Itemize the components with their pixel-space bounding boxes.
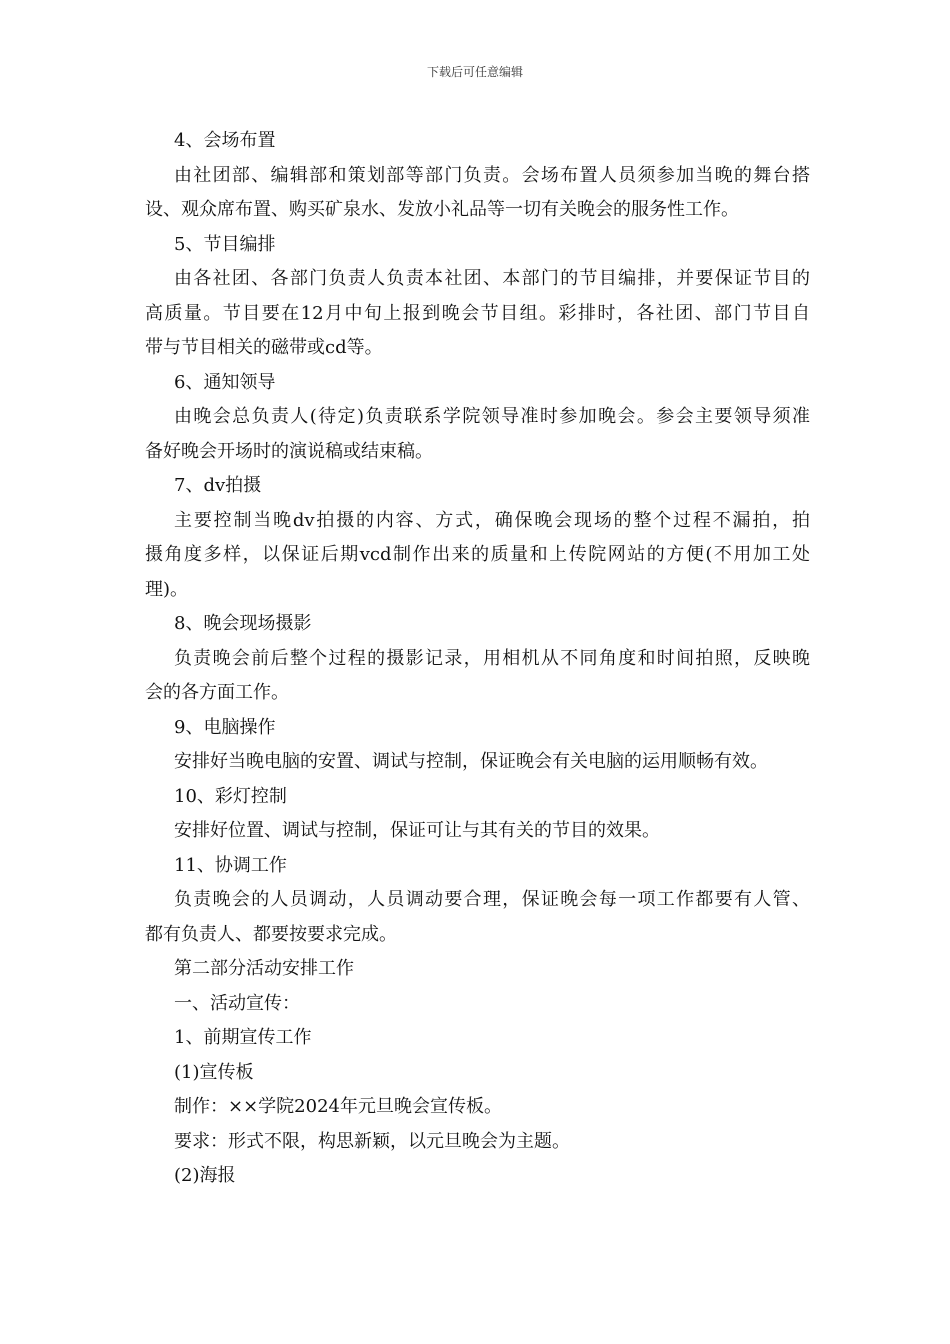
text-line: 第二部分活动安排工作 <box>174 958 354 979</box>
text-line: 9、电脑操作 <box>174 716 276 738</box>
text-line: 负责晚会前后整个过程的摄影记录，用相机从不同角度和时间拍照，反映晚 <box>174 647 810 669</box>
text-line: 安排好当晚电脑的安置、调试与控制，保证晚会有关电脑的运用顺畅有效。 <box>174 751 768 772</box>
text-line: 都有负责人、都要按要求完成。 <box>145 923 397 945</box>
text-line: 由各社团、各部门负责人负责本社团、本部门的节目编排，并要保证节目的 <box>174 268 810 289</box>
text-line: 安排好位置、调试与控制，保证可让与其有关的节目的效果。 <box>174 820 660 841</box>
text-line: 会的各方面工作。 <box>145 682 289 703</box>
text-line: 11、协调工作 <box>174 854 287 876</box>
text-line: 一、活动宣传： <box>174 992 300 1014</box>
text-line: 高质量。节目要在12月中旬上报到晚会节目组。彩排时，各社团、部门节目自 <box>145 302 810 324</box>
text-line: 10、彩灯控制 <box>174 785 287 807</box>
text-line: 6、通知领导 <box>174 371 276 393</box>
text-line: 理)。 <box>145 578 189 600</box>
text-line: 设、观众席布置、购买矿泉水、发放小礼品等一切有关晚会的服务性工作。 <box>145 199 739 220</box>
text-line: 由晚会总负责人(待定)负责联系学院领导准时参加晚会。参会主要领导须准 <box>174 406 810 427</box>
text-line: 5、节目编排 <box>174 233 276 255</box>
text-line: 摄角度多样，以保证后期vcd制作出来的质量和上传院网站的方便(不用加工处 <box>145 544 810 565</box>
text-line: 由社团部、编辑部和策划部等部门负责。会场布置人员须参加当晚的舞台搭 <box>174 164 810 186</box>
text-line: 7、dv拍摄 <box>174 475 262 496</box>
text-line: 备好晚会开场时的演说稿或结束稿。 <box>145 440 433 462</box>
text-line: 4、会场布置 <box>174 130 276 151</box>
page-header-note: 下载后可任意编辑 <box>426 65 523 79</box>
text-line: (1)宣传板 <box>174 1061 254 1083</box>
text-line: 要求：形式不限，构思新颖，以元旦晚会为主题。 <box>174 1130 570 1152</box>
text-line: 主要控制当晚dv拍摄的内容、方式，确保晚会现场的整个过程不漏拍，拍 <box>174 509 810 531</box>
document-body <box>145 124 810 1194</box>
text-line: 1、前期宣传工作 <box>174 1027 312 1048</box>
text-line: 带与节目相关的磁带或cd等。 <box>145 337 383 358</box>
text-line: 负责晚会的人员调动，人员调动要合理，保证晚会每一项工作都要有人管、 <box>174 889 810 910</box>
text-line: (2)海报 <box>174 1165 236 1186</box>
text-line: 8、晚会现场摄影 <box>174 613 312 634</box>
text-line: 制作：××学院2024年元旦晚会宣传板。 <box>174 1096 502 1117</box>
